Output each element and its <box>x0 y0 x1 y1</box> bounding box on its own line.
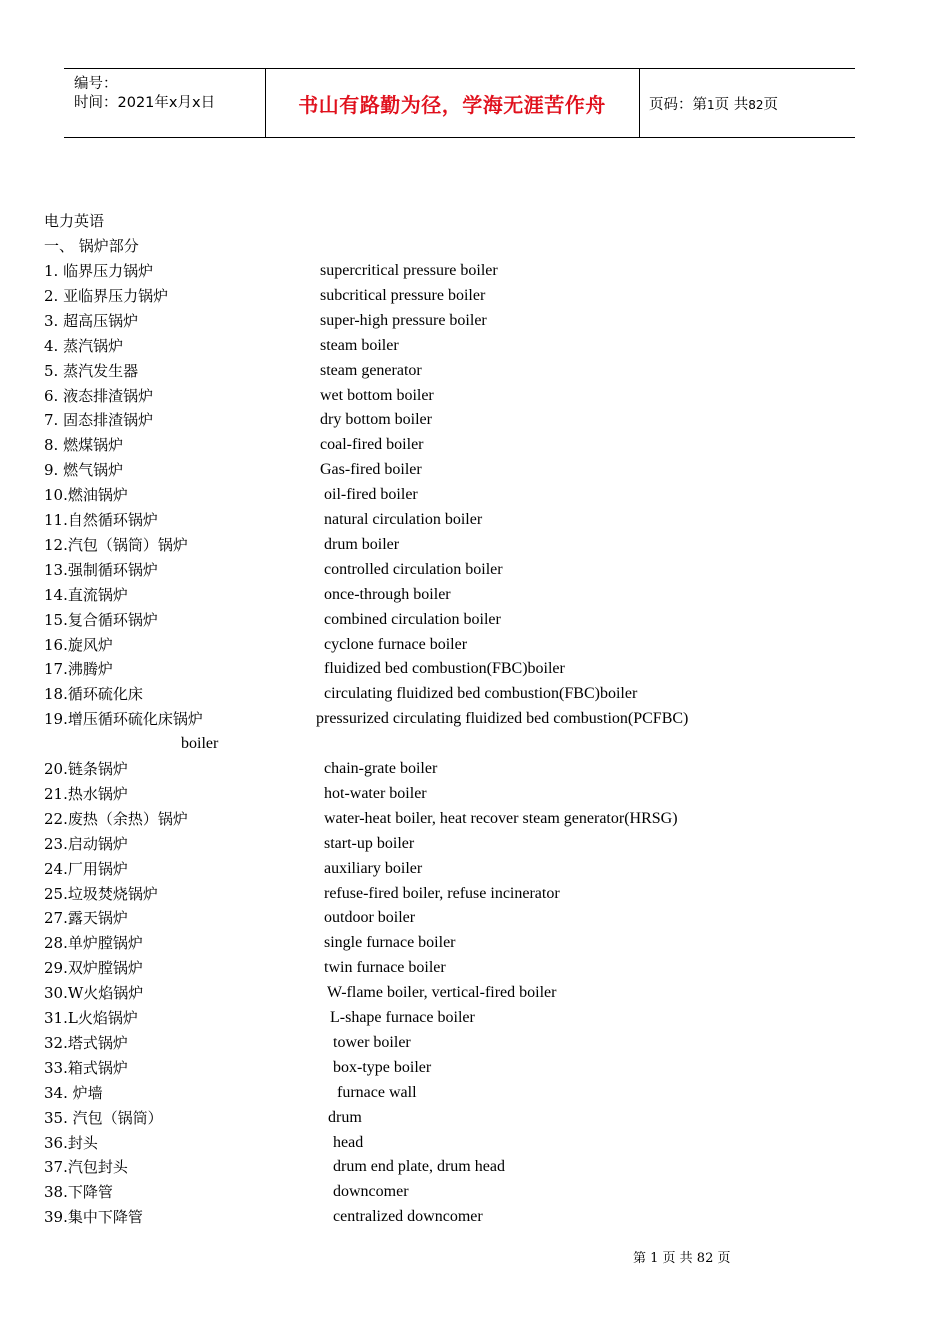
page-number: 1 <box>707 98 715 112</box>
entry-english: auxiliary boiler <box>324 860 423 877</box>
entry-chinese: 23.启动锅炉 <box>44 835 128 853</box>
entry-english: supercritical pressure boiler <box>320 262 498 279</box>
entry-english: drum boiler <box>324 536 400 553</box>
page-suffix: 页 <box>763 97 779 113</box>
entry-english: controlled circulation boiler <box>324 561 503 578</box>
entry-chinese: 18.循环硫化床 <box>44 685 143 703</box>
entry-chinese: 32.塔式锅炉 <box>44 1034 128 1052</box>
entry-english: boiler <box>181 735 219 752</box>
entry-english: super-high pressure boiler <box>320 312 487 329</box>
entry-chinese: 34. 炉墙 <box>44 1084 103 1102</box>
time-label: 时间：2021年x月x日 <box>74 95 216 111</box>
entry-chinese: 33.箱式锅炉 <box>44 1059 128 1077</box>
entry-chinese: 19.增压循环硫化床锅炉 <box>44 710 203 728</box>
entry-english: furnace wall <box>337 1084 417 1101</box>
entry-chinese: 21.热水锅炉 <box>44 785 128 803</box>
entry-chinese: 37.汽包封头 <box>44 1158 128 1176</box>
entry-english: natural circulation boiler <box>324 511 483 528</box>
entry-english: once-through boiler <box>324 586 451 603</box>
entry-english: chain-grate boiler <box>324 760 438 777</box>
entry-chinese: 28.单炉膛锅炉 <box>44 934 143 952</box>
entry-english: L-shape furnace boiler <box>330 1009 475 1026</box>
entry-chinese: 27.露天锅炉 <box>44 909 128 927</box>
entry-chinese: 30.W火焰锅炉 <box>44 984 144 1002</box>
entry-chinese: 13.强制循环锅炉 <box>44 561 158 579</box>
entry-chinese: 10.燃油锅炉 <box>44 486 128 504</box>
entry-chinese: 39.集中下降管 <box>44 1208 143 1226</box>
entry-chinese: 2. 亚临界压力锅炉 <box>44 287 169 305</box>
doc-title: 电力英语 <box>44 212 105 230</box>
entry-chinese: 12.汽包（锅筒）锅炉 <box>44 536 188 554</box>
entry-english: subcritical pressure boiler <box>320 287 486 304</box>
page-footer: 第 1 页 共 82 页 <box>633 1251 731 1266</box>
entry-chinese: 24.厂用锅炉 <box>44 860 128 878</box>
entry-chinese: 15.复合循环锅炉 <box>44 611 158 629</box>
page-total: 82 <box>748 98 764 112</box>
header-motto-cell <box>265 69 640 137</box>
entry-english: head <box>333 1134 364 1151</box>
entry-chinese: 17.沸腾炉 <box>44 660 113 678</box>
entry-chinese: 16.旋风炉 <box>44 636 113 654</box>
entry-english: oil-fired boiler <box>324 486 418 503</box>
entry-english: drum <box>328 1109 362 1126</box>
entry-chinese: 31.L火焰锅炉 <box>44 1009 138 1027</box>
entry-english: outdoor boiler <box>324 909 416 926</box>
header-meta-cell <box>64 69 266 137</box>
entry-english: hot-water boiler <box>324 785 427 802</box>
entry-english: water-heat boiler, heat recover steam generator(HRSG) <box>324 810 678 827</box>
entry-english: steam boiler <box>320 337 399 354</box>
entry-chinese: 35. 汽包（锅筒） <box>44 1109 163 1127</box>
motto-text: 书山有路勤为径，学海无涯苦作舟 <box>298 93 606 117</box>
entry-chinese: 4. 蒸汽锅炉 <box>44 337 124 355</box>
entry-english: twin furnace boiler <box>324 959 446 976</box>
entry-english: combined circulation boiler <box>324 611 501 628</box>
entry-english: wet bottom boiler <box>320 387 434 404</box>
page-header <box>64 68 855 138</box>
entry-chinese: 8. 燃煤锅炉 <box>44 436 124 454</box>
entry-english: single furnace boiler <box>324 934 456 951</box>
entry-chinese: 20.链条锅炉 <box>44 760 128 778</box>
entry-chinese: 36.封头 <box>44 1134 98 1152</box>
page-mid: 页 共 <box>714 97 749 113</box>
entry-english: cyclone furnace boiler <box>324 636 468 653</box>
entry-english: coal-fired boiler <box>320 436 424 453</box>
page-prefix: 页码：第 <box>649 97 707 113</box>
entry-chinese: 22.废热（余热）锅炉 <box>44 810 188 828</box>
entry-english: circulating fluidized bed combustion(FBC)boiler <box>324 685 638 702</box>
entry-english: start-up boiler <box>324 835 415 852</box>
entry-english: steam generator <box>320 362 422 379</box>
entry-english: downcomer <box>333 1183 409 1200</box>
entry-chinese: 38.下降管 <box>44 1183 113 1201</box>
entry-english: refuse-fired boiler, refuse incinerator <box>324 885 560 902</box>
entry-chinese: 6. 液态排渣锅炉 <box>44 387 154 405</box>
entry-english: pressurized circulating fluidized bed combustion(PCFBC) <box>316 710 689 727</box>
entry-english: tower boiler <box>333 1034 411 1051</box>
entry-english: fluidized bed combustion(FBC)boiler <box>324 660 565 677</box>
entry-english: dry bottom boiler <box>320 411 432 428</box>
entry-english: centralized downcomer <box>333 1208 483 1225</box>
header-page-cell <box>640 69 855 137</box>
entry-chinese: 29.双炉膛锅炉 <box>44 959 143 977</box>
entry-chinese: 25.垃圾焚烧锅炉 <box>44 885 158 903</box>
entry-english: W-flame boiler, vertical-fired boiler <box>327 984 557 1001</box>
entry-chinese: 14.直流锅炉 <box>44 586 128 604</box>
number-label: 编号： <box>74 76 118 92</box>
entry-chinese: 11.自然循环锅炉 <box>44 511 158 529</box>
entry-chinese: 7. 固态排渣锅炉 <box>44 411 154 429</box>
entry-chinese: 1. 临界压力锅炉 <box>44 262 154 280</box>
entry-english: drum end plate, drum head <box>333 1158 505 1175</box>
entry-chinese: 3. 超高压锅炉 <box>44 312 139 330</box>
page-indicator <box>649 93 778 114</box>
entry-english: box-type boiler <box>333 1059 432 1076</box>
section-title: 一、 锅炉部分 <box>44 237 139 255</box>
entry-chinese: 5. 蒸汽发生器 <box>44 362 139 380</box>
entry-english: Gas-fired boiler <box>320 461 422 478</box>
entry-chinese: 9. 燃气锅炉 <box>44 461 124 479</box>
